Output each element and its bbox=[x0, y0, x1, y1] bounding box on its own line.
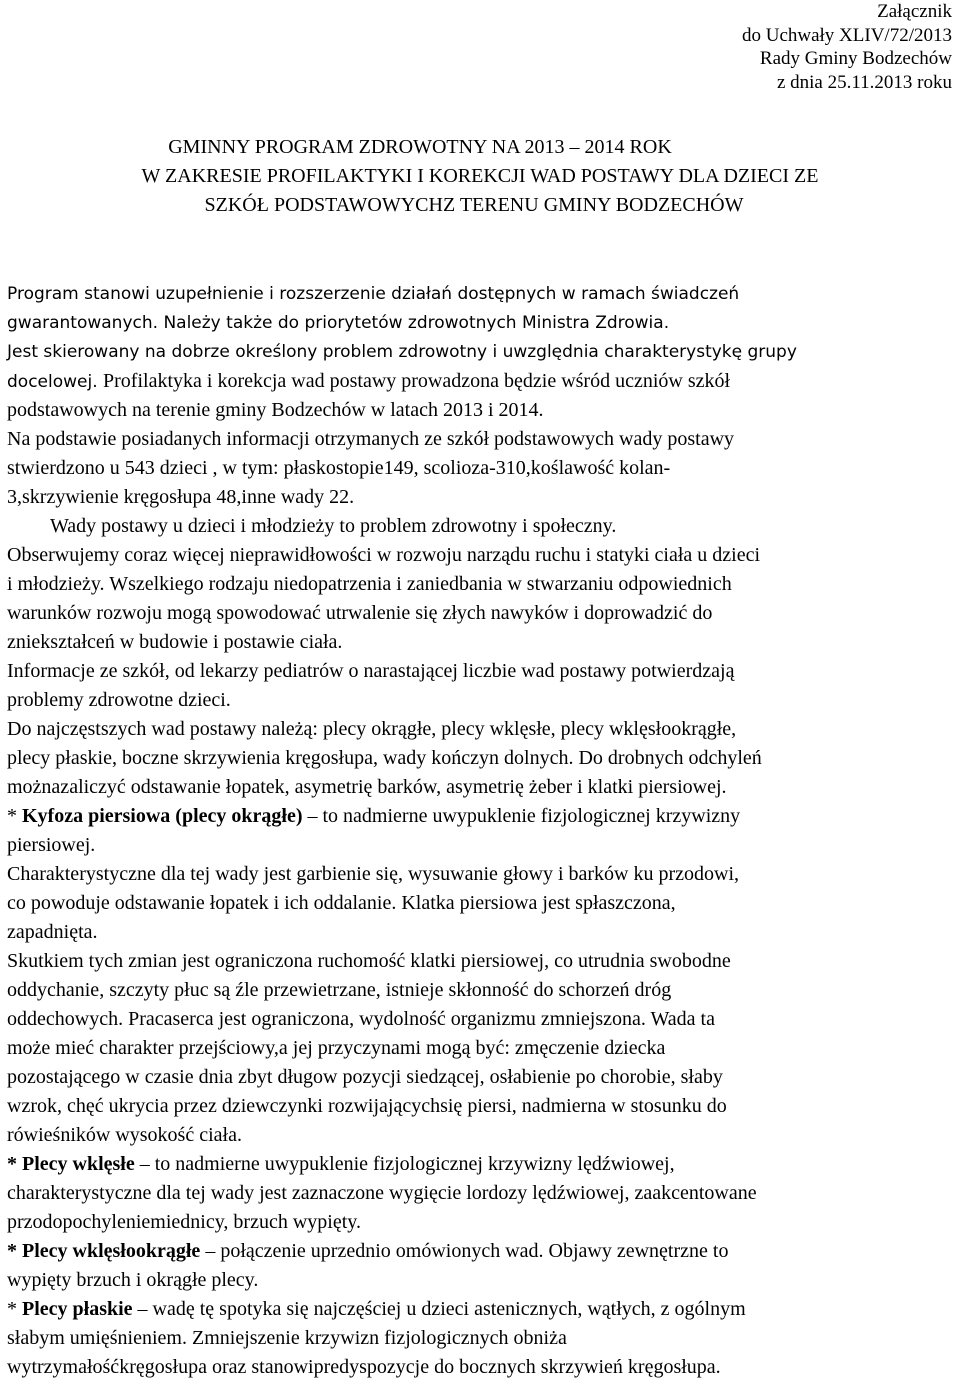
body-line bbox=[7, 1324, 955, 1353]
plecy-wkleslookragle-heading: * Plecy wklęsłookrągłe bbox=[7, 1240, 201, 1262]
body-line: wzrok, chęć ukrycia przez dziewczynki rozwijającychsię piersi, nadmierna w stosunku do bbox=[7, 1095, 727, 1117]
body-line: Skutkiem tych zmian jest ograniczona ruchomość klatki piersiowej, co utrudnia swobodne bbox=[7, 950, 731, 972]
body-line bbox=[7, 1005, 955, 1034]
body-line: Do najczęstszych wad postawy należą: plecy okrągłe, plecy wklęsłe, plecy wklęsłookrągłe, bbox=[7, 718, 737, 740]
body-line: Jest skierowany na dobrze określony problem zdrowotny i uwzględnia charakterystykę grupy bbox=[7, 342, 797, 362]
body-line: Wady postawy u dzieci i młodzieży to problem zdrowotny i społeczny. bbox=[50, 515, 617, 537]
header-line-resolution: do Uchwały XLIV/72/2013 bbox=[741, 24, 952, 46]
attachment-header bbox=[742, 0, 952, 94]
text-run: Profilaktyka i korekcja wad postawy prowadzona będzie wśród uczniów szkół bbox=[103, 370, 731, 392]
title-line-2: W ZAKRESIE PROFILAKTYKI I KOREKCJI WAD POSTAWY DLA DZIECI ZE bbox=[141, 165, 819, 187]
body-line: Informacje ze szkół, od lekarzy pediatrów o narastającej liczbie wad postawy potwierdzają bbox=[7, 660, 735, 682]
text-run: – to nadmierne uwypuklenie fizjologicznej krzywizny bbox=[302, 805, 741, 827]
body-line: podstawowych na terenie gminy Bodzechów w latach 2013 i 2014. bbox=[7, 399, 544, 421]
plecy-wklesle-heading: * Plecy wklęsłe bbox=[7, 1153, 135, 1175]
document-body bbox=[7, 280, 955, 1382]
plecy-plaskie-heading: Plecy płaskie bbox=[22, 1298, 133, 1320]
title-line-3: SZKÓŁ PODSTAWOWYCHZ TERENU GMINY BODZECHÓW bbox=[204, 194, 744, 216]
body-line bbox=[7, 802, 955, 831]
text-run: docelowej. bbox=[7, 372, 104, 392]
text-run: słabym umięśnieniem. bbox=[7, 1327, 192, 1349]
body-line: gwarantowanych. Należy także do priorytetów zdrowotnych Ministra Zdrowia. bbox=[7, 313, 670, 333]
text-run: Klatka piersiowa jest spłaszczona, bbox=[401, 892, 676, 914]
body-line bbox=[7, 1237, 955, 1266]
text-run: co powoduje odstawanie łopatek i ich oddalanie. bbox=[7, 892, 402, 914]
body-line: przodopochyleniemiednicy, brzuch wypięty. bbox=[7, 1211, 361, 1233]
body-line bbox=[7, 1295, 955, 1324]
header-line-council: Rady Gminy Bodzechów bbox=[759, 48, 952, 69]
body-line: pozostającego w czasie dnia zbyt długow pozycji siedzącej, osłabienie po chorobie, słaby bbox=[7, 1066, 723, 1088]
body-line: warunków rozwoju mogą spowodować utrwalenie się złych nawyków i doprowadzić do bbox=[7, 602, 713, 624]
body-line: Na podstawie posiadanych informacji otrzymanych ze szkół podstawowych wady postawy bbox=[7, 428, 735, 450]
text-run: – połączenie uprzednio omówionych wad. Objawy zewnętrzne to bbox=[200, 1240, 729, 1262]
body-line: oddychanie, szczyty płuc są źle przewietrzane, istnieje skłonność do schorzeń dróg bbox=[7, 979, 672, 1001]
body-line bbox=[7, 889, 955, 918]
body-line: charakterystyczne dla tej wady jest zaznaczone wygięcie lordozy lędźwiowej, zaakcentowane bbox=[7, 1182, 757, 1204]
body-line: wytrzymałośćkręgosłupa oraz stanowipredyspozycje do bocznych skrzywień kręgosłupa. bbox=[7, 1356, 721, 1378]
body-line: problemy zdrowotne dzieci. bbox=[7, 689, 231, 711]
body-line: może mieć charakter przejściowy,a jej przyczynami mogą być: zmęczenie dziecka bbox=[7, 1037, 666, 1059]
body-line: Obserwujemy coraz więcej nieprawidłowości w rozwoju narządu ruchu i statyki ciała u dzieci bbox=[7, 544, 761, 566]
body-line bbox=[7, 1150, 955, 1179]
text-run: – wadę tę spotyka się najczęściej u dzieci astenicznych, wątłych, z ogólnym bbox=[132, 1298, 746, 1320]
title-line-1: GMINNY PROGRAM ZDROWOTNY NA 2013 – 2014 ROK bbox=[168, 136, 672, 158]
text-run: Wszelkiego rodzaju niedopatrzenia i zaniedbania w stwarzaniu odpowiednich bbox=[109, 573, 732, 595]
header-line-date: z dnia 25.11.2013 roku bbox=[776, 71, 952, 93]
text-run: Pracaserca jest ograniczona, wydolność organizmu zmniejszona. Wada ta bbox=[128, 1008, 715, 1030]
text-run: * bbox=[7, 805, 22, 827]
body-line: zniekształceń w budowie i postawie ciała. bbox=[7, 631, 343, 653]
body-line bbox=[7, 570, 955, 599]
body-line: rówieśników wysokość ciała. bbox=[7, 1124, 242, 1146]
kyfoza-heading: Kyfoza piersiowa (plecy okrągłe) bbox=[22, 805, 303, 827]
text-run: oddechowych. bbox=[7, 1008, 129, 1030]
text-run: i młodzieży. bbox=[7, 573, 110, 595]
document-title bbox=[0, 133, 960, 220]
body-line: Program stanowi uzupełnienie i rozszerzenie działań dostępnych w ramach świadczeń bbox=[7, 284, 740, 304]
body-line: piersiowej. bbox=[7, 834, 96, 856]
body-line: stwierdzono u 543 dzieci , w tym: płaskostopie149, scolioza-310,koślawość kolan- bbox=[7, 457, 671, 479]
body-line: zapadnięta. bbox=[7, 921, 98, 943]
body-line bbox=[7, 367, 955, 396]
body-line: plecy płaskie, boczne skrzywienia kręgosłupa, wady kończyn dolnych. Do drobnych odchyleń bbox=[7, 747, 762, 769]
text-run: – to nadmierne uwypuklenie fizjologicznej krzywizny lędźwiowej, bbox=[134, 1153, 675, 1175]
text-run: * bbox=[7, 1298, 22, 1320]
text-run: Zmniejszenie krzywizn fizjologicznych obniża bbox=[191, 1327, 567, 1349]
body-line: 3,skrzywienie kręgosłupa 48,inne wady 22. bbox=[7, 486, 355, 508]
body-line: Charakterystyczne dla tej wady jest garbienie się, wysuwanie głowy i barków ku przodowi, bbox=[7, 863, 740, 885]
body-line: możnazaliczyć odstawanie łopatek, asymetrię barków, asymetrię żeber i klatki piersiowej. bbox=[7, 776, 727, 798]
header-line-attachment: Załącznik bbox=[877, 1, 952, 22]
body-line: wypięty brzuch i okrągłe plecy. bbox=[7, 1269, 259, 1291]
